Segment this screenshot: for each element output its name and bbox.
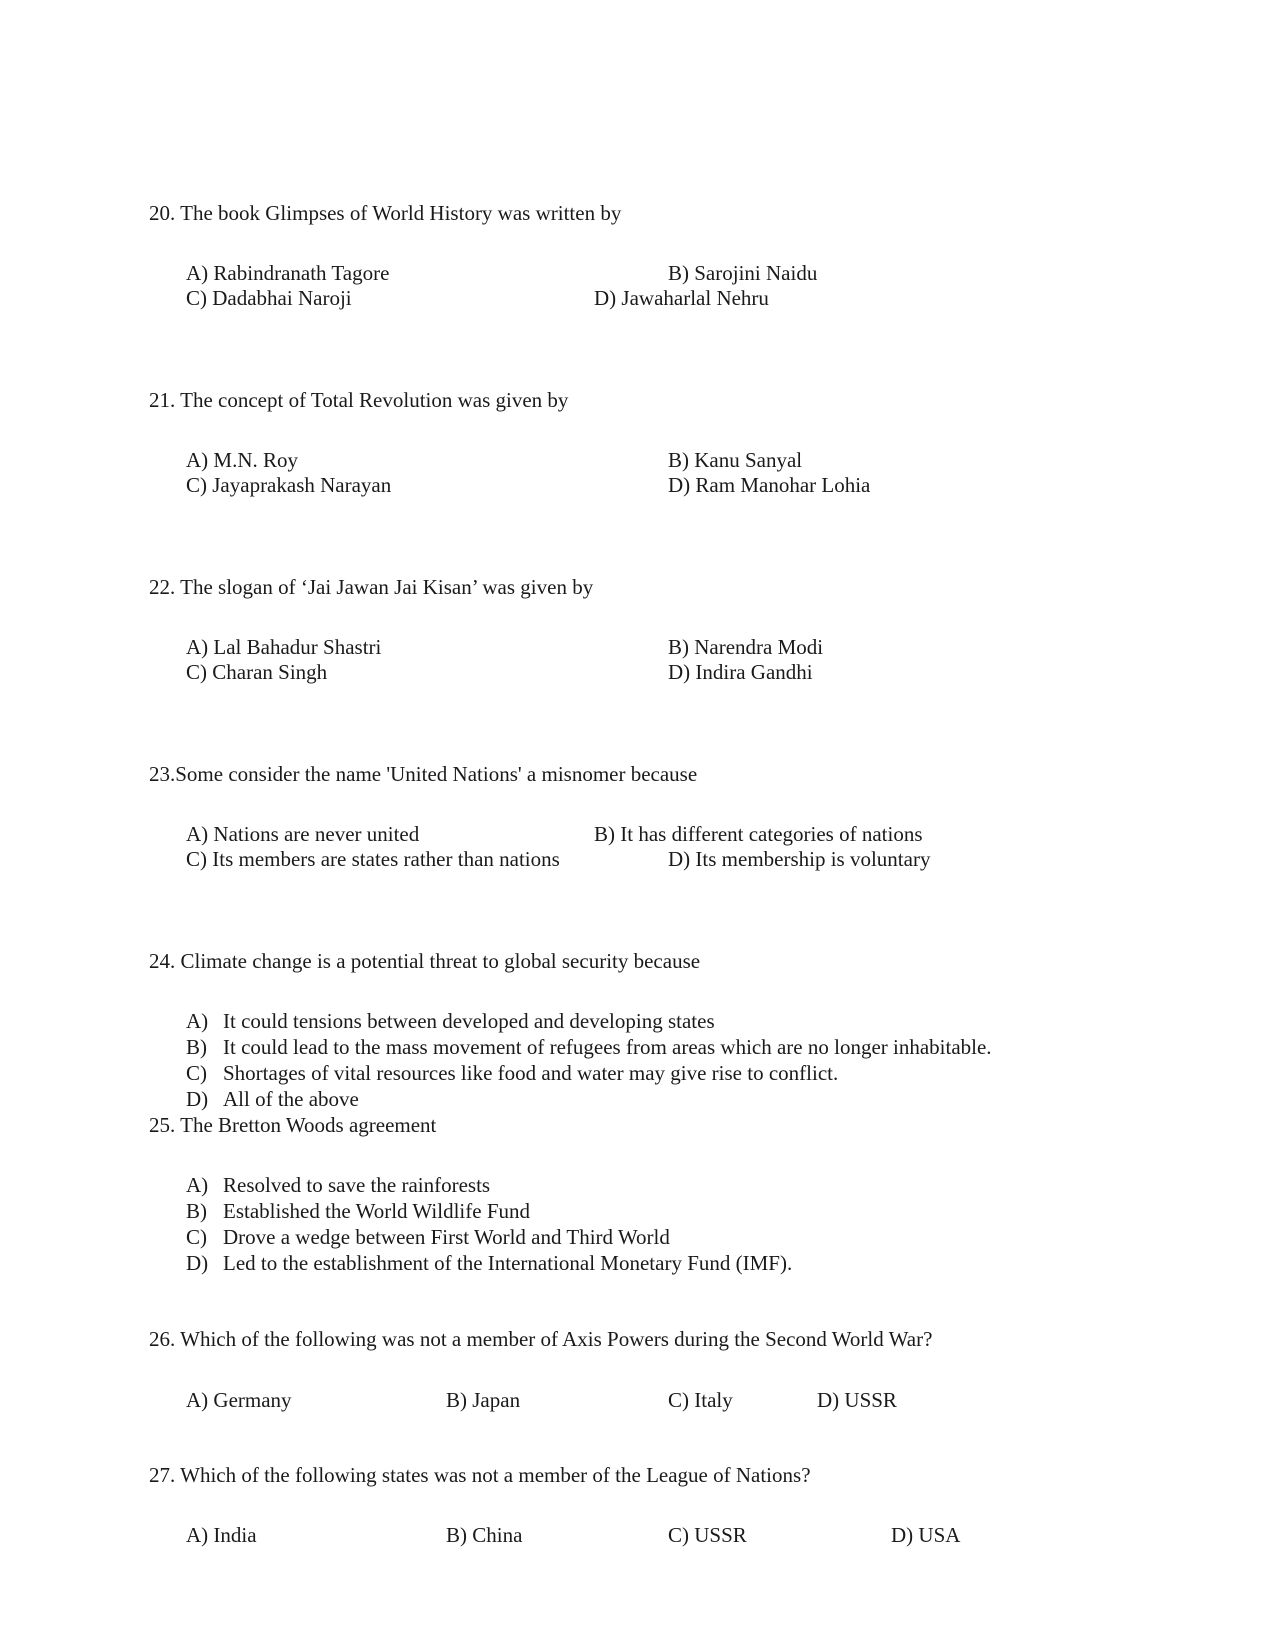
question-25-option-b <box>186 1198 530 1224</box>
question-27-stem: 27. Which of the following states was not a member of the League of Nations? <box>149 1463 811 1487</box>
question-21-option-d: D) Ram Manohar Lohia <box>668 473 871 497</box>
question-26-stem: 26. Which of the following was not a member of Axis Powers during the Second World War? <box>149 1327 933 1351</box>
question-24-stem: 24. Climate change is a potential threat to global security because <box>149 949 701 973</box>
question-20-option-b: B) Sarojini Naidu <box>668 261 818 285</box>
option-label: A) <box>186 1009 209 1033</box>
question-23-option-a: A) Nations are never united <box>186 822 420 846</box>
question-24-option-d <box>186 1086 359 1112</box>
option-label: C) <box>186 1225 207 1249</box>
question-21-option-a: A) M.N. Roy <box>186 448 299 472</box>
option-label: C) <box>186 1061 207 1085</box>
question-26-option-c: C) Italy <box>668 1388 733 1412</box>
question-24-option-a <box>186 1008 715 1034</box>
question-27-option-a: A) India <box>186 1523 257 1547</box>
option-text: It could tensions between developed and developing states <box>223 1009 715 1033</box>
question-21-option-c: C) Jayaprakash Narayan <box>186 473 392 497</box>
option-label: A) <box>186 1173 209 1197</box>
question-27-option-c: C) USSR <box>668 1523 747 1547</box>
question-26-option-d: D) USSR <box>817 1388 897 1412</box>
question-23-option-c: C) Its members are states rather than nations <box>186 847 560 871</box>
question-23-option-b: B) It has different categories of nations <box>594 822 923 846</box>
question-27-option-b: B) China <box>446 1523 523 1547</box>
question-22-stem: 22. The slogan of ‘Jai Jawan Jai Kisan’ was given by <box>149 575 594 599</box>
option-text: It could lead to the mass movement of refugees from areas which are no longer inhabitable. <box>223 1035 992 1059</box>
option-text: Led to the establishment of the International Monetary Fund (IMF). <box>223 1251 793 1275</box>
option-text: Drove a wedge between First World and Third World <box>223 1225 670 1249</box>
option-label: B) <box>186 1199 207 1223</box>
question-22-option-d: D) Indira Gandhi <box>668 660 813 684</box>
question-25-stem: 25. The Bretton Woods agreement <box>149 1113 437 1137</box>
question-21-option-b: B) Kanu Sanyal <box>668 448 803 472</box>
question-22-option-c: C) Charan Singh <box>186 660 328 684</box>
option-text: Resolved to save the rainforests <box>223 1173 491 1197</box>
question-20-option-a: A) Rabindranath Tagore <box>186 261 390 285</box>
question-25-option-a <box>186 1172 490 1198</box>
question-20-option-d: D) Jawaharlal Nehru <box>594 286 769 310</box>
question-21-stem: 21. The concept of Total Revolution was given by <box>149 388 569 412</box>
question-23-stem: 23.Some consider the name 'United Nations' a misnomer because <box>149 762 698 786</box>
question-20-option-c: C) Dadabhai Naroji <box>186 286 352 310</box>
question-25-option-d <box>186 1250 792 1276</box>
question-26-option-a: A) Germany <box>186 1388 292 1412</box>
question-23-option-d: D) Its membership is voluntary <box>668 847 931 871</box>
option-label: D) <box>186 1251 209 1275</box>
option-label: B) <box>186 1035 207 1059</box>
question-27-option-d: D) USA <box>891 1523 961 1547</box>
question-24-option-b <box>186 1034 992 1060</box>
option-text: Shortages of vital resources like food and water may give rise to conflict. <box>223 1061 839 1085</box>
question-20-stem: 20. The book Glimpses of World History was written by <box>149 201 622 225</box>
question-24-option-c <box>186 1060 838 1086</box>
question-22-option-a: A) Lal Bahadur Shastri <box>186 635 382 659</box>
option-label: D) <box>186 1087 209 1111</box>
question-25-option-c <box>186 1224 670 1250</box>
question-26-option-b: B) Japan <box>446 1388 521 1412</box>
option-text: All of the above <box>223 1087 359 1111</box>
option-text: Established the World Wildlife Fund <box>223 1199 530 1223</box>
question-22-option-b: B) Narendra Modi <box>668 635 824 659</box>
